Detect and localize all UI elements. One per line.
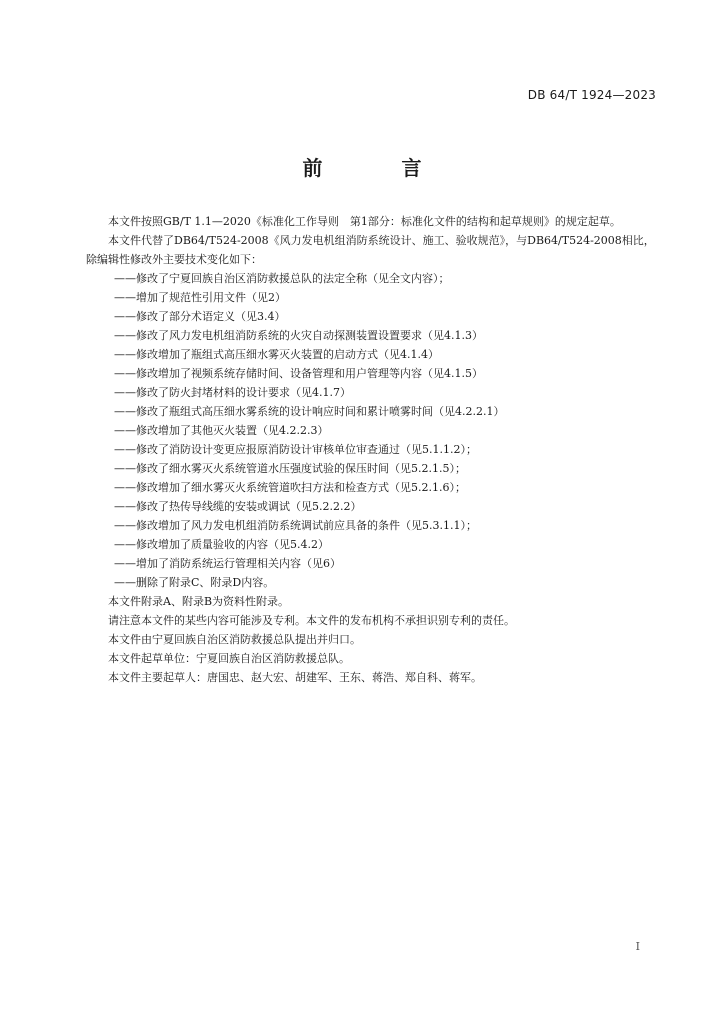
foreword-body bbox=[86, 212, 658, 687]
change-item: ——修改了瓶组式高压细水雾系统的设计响应时间和累计喷雾时间（见4.2.2.1） bbox=[114, 405, 505, 418]
change-item: ——修改了消防设计变更应报原消防设计审核单位审查通过（见5.1.1.2）； bbox=[114, 443, 477, 456]
standard-code: DB 64/T 1924—2023 bbox=[527, 88, 656, 102]
page-number: I bbox=[635, 940, 640, 953]
paragraph-proposer: 本文件由宁夏回族自治区消防救援总队提出并归口。 bbox=[108, 633, 361, 646]
change-item: ——增加了规范性引用文件（见2） bbox=[114, 291, 286, 304]
change-item: ——增加了消防系统运行管理相关内容（见6） bbox=[114, 557, 341, 570]
change-item: ——修改增加了风力发电机组消防系统调试前应具备的条件（见5.3.1.1）； bbox=[114, 519, 477, 532]
change-item: ——修改增加了视频系统存储时间、设备管理和用户管理等内容（见4.1.5） bbox=[114, 367, 483, 380]
change-item: ——删除了附录C、附录D内容。 bbox=[114, 576, 275, 589]
paragraph-patent-note: 请注意本文件的某些内容可能涉及专利。本文件的发布机构不承担识别专利的责任。 bbox=[108, 614, 515, 627]
change-item: ——修改了风力发电机组消防系统的火灾自动探测装置设置要求（见4.1.3） bbox=[114, 329, 483, 342]
change-item: ——修改了宁夏回族自治区消防救援总队的法定全称（见全文内容）； bbox=[114, 272, 450, 285]
change-item: ——修改了细水雾灭火系统管道水压强度试验的保压时间（见5.2.1.5）； bbox=[114, 462, 466, 475]
paragraph-drafting-unit: 本文件起草单位：宁夏回族自治区消防救援总队。 bbox=[108, 652, 350, 665]
paragraph-drafting-rules: 本文件按照GB/T 1.1—2020《标准化工作导则 第1部分：标准化文件的结构和起草规则》的规定起草。 bbox=[108, 215, 621, 228]
change-item: ——修改了热传导线缆的安装或调试（见5.2.2.2） bbox=[114, 500, 362, 513]
change-item: ——修改增加了细水雾灭火系统管道吹扫方法和检查方式（见5.2.1.6）； bbox=[114, 481, 466, 494]
paragraph-replacement: 本文件代替了DB64/T524-2008《风力发电机组消防系统设计、施工、验收规范》，与DB64/T524-2008相比，除编辑性修改外主要技术变化如下： bbox=[86, 234, 655, 266]
paragraph-drafters: 本文件主要起草人：唐国忠、赵大宏、胡建军、王东、蒋浩、郑自科、蒋军。 bbox=[108, 671, 482, 684]
page-title: 前 言 bbox=[302, 156, 458, 180]
change-item: ——修改了部分术语定义（见3.4） bbox=[114, 310, 286, 323]
paragraph-appendix-note: 本文件附录A、附录B为资料性附录。 bbox=[108, 595, 290, 608]
change-item: ——修改增加了瓶组式高压细水雾灭火装置的启动方式（见4.1.4） bbox=[114, 348, 439, 361]
change-item: ——修改增加了质量验收的内容（见5.4.2） bbox=[114, 538, 329, 551]
change-item: ——修改了防火封堵材料的设计要求（见4.1.7） bbox=[114, 386, 351, 399]
change-item: ——修改增加了其他灭火装置（见4.2.2.3） bbox=[114, 424, 329, 437]
